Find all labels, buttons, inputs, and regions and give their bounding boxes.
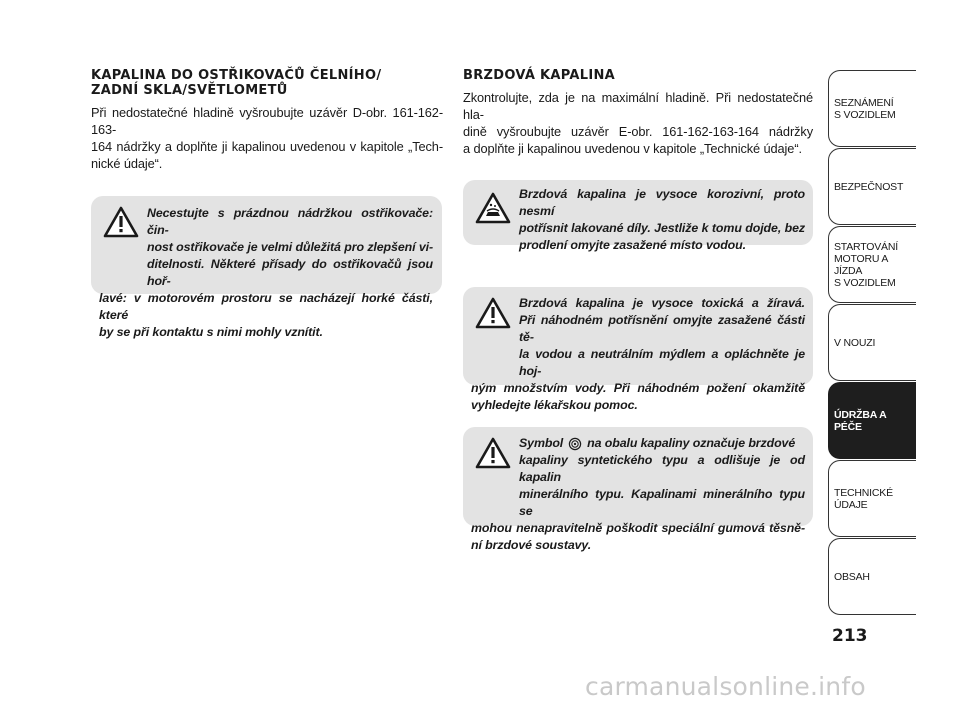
toxic-note-text — [471, 295, 805, 414]
note-line: kapaliny syntetického typu a odlišuje je od kapalin — [519, 453, 805, 484]
tab-technicke-udaje[interactable] — [828, 460, 916, 537]
tab-startovani[interactable] — [828, 226, 916, 303]
toxic-note-box — [463, 287, 813, 412]
note-line: prodlení omyjte zasažené místo vodou. — [519, 238, 746, 252]
tab-obsah[interactable] — [828, 538, 916, 615]
warning-line: nost ostřikovače je velmi důležitá pro zlepšení vi- — [147, 240, 433, 254]
tab-label: STARTOVÁNÍ MOTORU A JÍZDA S VOZIDLEM — [834, 240, 898, 289]
note-line: Brzdová kapalina je vysoce toxická a žíravá. — [519, 296, 805, 310]
page-number: 213 — [832, 626, 868, 646]
corrosive-hazard-icon — [475, 192, 511, 224]
note-line: la vodou a neutrálním mýdlem a opláchněte je hoj- — [519, 347, 805, 378]
note-line: ným množstvím vody. Při náhodném požení okamžitě — [471, 381, 805, 395]
symbol-note-text — [471, 435, 805, 554]
corrosive-note-box — [463, 180, 813, 252]
paragraph-line: Zkontrolujte, zda je na maximální hladině. Při nedostatečné hla- — [463, 90, 813, 122]
paragraph-line: Při nedostatečné hladině vyšroubujte uzávěr D-obr. 161-162-163- — [91, 105, 443, 137]
washer-warning-box — [91, 196, 442, 339]
note-line: Symbol — [519, 436, 564, 450]
note-line: potřísnit lakované díly. Jestliže k tomu dojde, bez — [519, 221, 805, 235]
tab-label: V NOUZI — [834, 336, 876, 349]
note-line: Při náhodném potřísnění omyjte zasažené části tě- — [519, 313, 805, 344]
section-heading-washer-fluid — [91, 68, 436, 98]
warning-line: lavé: v motorovém prostoru se nacházejí horké části, které — [99, 291, 433, 322]
tab-bezpecnost[interactable] — [828, 148, 916, 225]
watermark: carmanualsonline.info — [585, 672, 866, 701]
washer-fluid-paragraph — [91, 104, 443, 172]
paragraph-line: a doplňte ji kapalinou uvedenou v kapitole „Technické údaje“. — [463, 141, 802, 156]
warning-line: ditelnosti. Některé přísady do ostřikovačů jsou hoř- — [147, 257, 433, 288]
warning-line: Necestujte s prázdnou nádržkou ostřikovače: čin- — [147, 206, 433, 237]
note-line: na obalu kapaliny označuje brzdové — [587, 436, 796, 450]
symbol-note-box — [463, 427, 813, 552]
tab-label: ÚDRŽBA A PÉČE — [834, 408, 887, 433]
warning-line: by se při kontaktu s nimi mohly vznítit. — [99, 325, 323, 339]
paragraph-line: nické údaje“. — [91, 156, 163, 171]
note-line: Brzdová kapalina je vysoce korozivní, proto nesmí — [519, 187, 805, 218]
note-line: minerálního typu. Kapalinami minerálního typu se — [519, 487, 805, 518]
heading-line: ZADNÍ SKLA/SVĚTLOMETŮ — [91, 83, 288, 98]
section-heading-brake-fluid: BRZDOVÁ KAPALINA — [463, 68, 615, 83]
tab-label: SEZNÁMENÍ S VOZIDLEM — [834, 96, 896, 121]
paragraph-line: dině vyšroubujte uzávěr E-obr. 161-162-163-164 nádržky — [463, 124, 813, 139]
note-line: mohou nenapravitelně poškodit speciální gumová těsně- — [471, 521, 805, 535]
note-line: ní brzdové soustavy. — [471, 538, 592, 552]
note-line: vyhledejte lékařskou pomoc. — [471, 398, 638, 412]
brake-fluid-symbol-icon — [568, 437, 582, 451]
heading-line: KAPALINA DO OSTŘIKOVAČŮ ČELNÍHO/ — [91, 68, 382, 83]
paragraph-line: 164 nádržky a doplňte ji kapalinou uvedenou v kapitole „Tech- — [91, 139, 443, 154]
symbol-note-first-line — [519, 435, 805, 452]
tab-udrzba-a-pece[interactable] — [828, 382, 916, 459]
corrosive-note-text — [519, 186, 805, 254]
tab-seznameni-s-vozidlem[interactable] — [828, 70, 916, 147]
tab-label: OBSAH — [834, 570, 870, 583]
brake-fluid-paragraph — [463, 89, 813, 157]
warning-text — [99, 205, 433, 341]
tab-v-nouzi[interactable] — [828, 304, 916, 381]
tab-label: TECHNICKÉ ÚDAJE — [834, 486, 893, 511]
tab-label: BEZPEČNOST — [834, 180, 904, 193]
